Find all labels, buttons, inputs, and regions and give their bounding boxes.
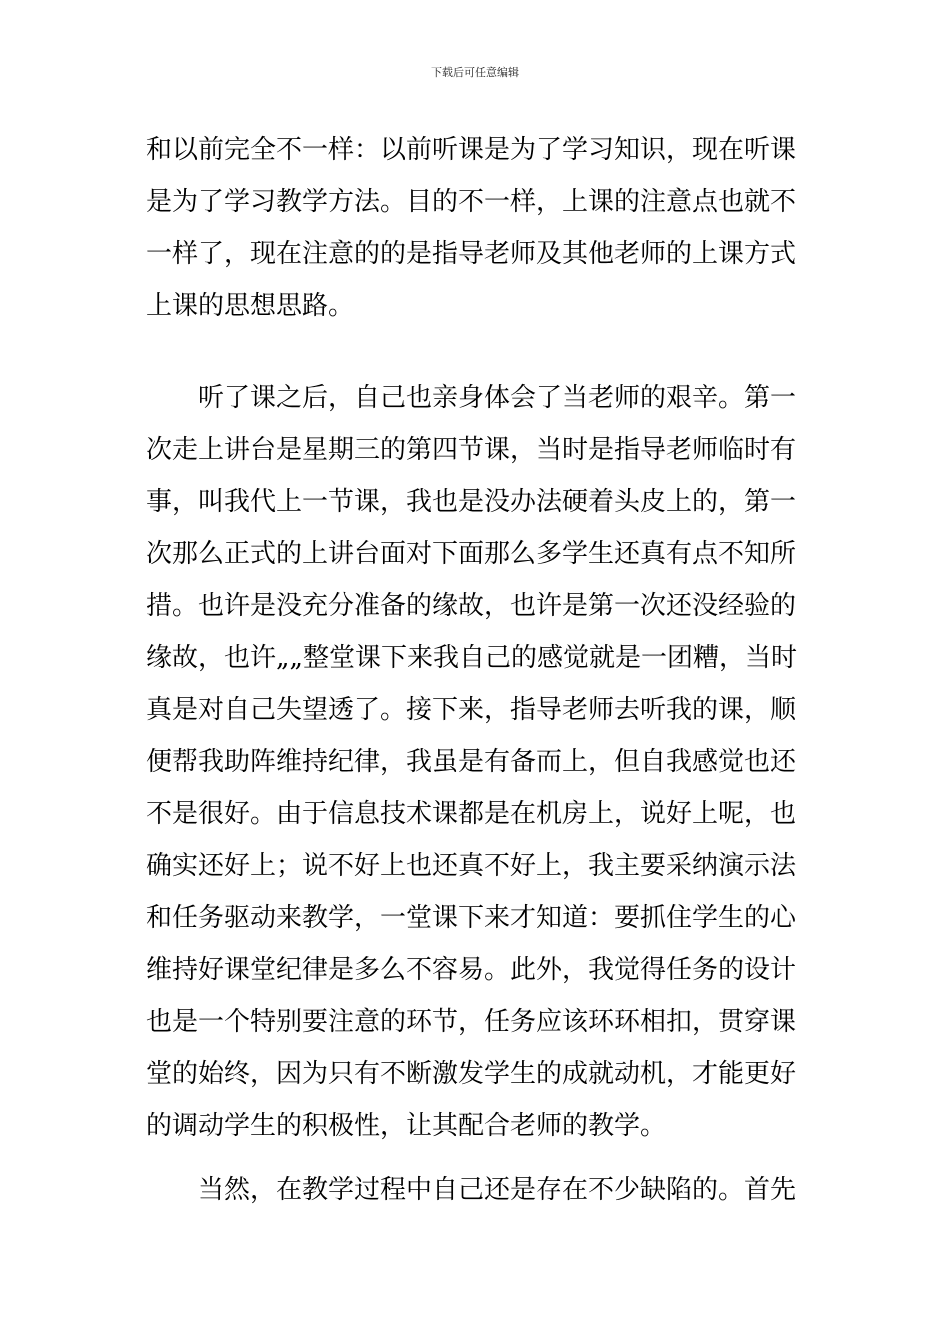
text-line: 上课的思想思路。	[146, 291, 355, 321]
text-line: 和以前完全不一样：以前听课是为了学习知识，现在听课	[146, 135, 797, 165]
text-line: 一样了，现在注意的的是指导老师及其他老师的上课方式	[146, 239, 797, 269]
text-line: 和任务驱动来教学，一堂课下来才知道：要抓住学生的心	[146, 903, 797, 933]
text-line: 维持好课堂纪律是多么不容易。此外，我觉得任务的设计	[146, 955, 797, 985]
text-line: 听了课之后，自己也亲身体会了当老师的艰辛。第一	[146, 383, 797, 413]
text-line: 也是一个特别要注意的环节，任务应该环环相扣，贯穿课	[146, 1007, 797, 1037]
text-line: 措。也许是没充分准备的缘故，也许是第一次还没经验的	[146, 591, 797, 621]
text-line: 真是对自己失望透了。接下来，指导老师去听我的课，顺	[146, 695, 797, 725]
text-line: 的调动学生的积极性，让其配合老师的教学。	[146, 1111, 667, 1141]
text-line: 堂的始终，因为只有不断激发学生的成就动机，才能更好	[146, 1059, 797, 1089]
text-line: 当然，在教学过程中自己还是存在不少缺陷的。首先	[146, 1175, 797, 1205]
text-line: 缘故，也许„„整堂课下来我自己的感觉就是一团糟，当时	[146, 643, 797, 673]
text-line: 是为了学习教学方法。目的不一样，上课的注意点也就不	[146, 187, 797, 217]
paragraph-1	[146, 124, 810, 332]
paragraph-3	[146, 1164, 810, 1216]
text-line: 确实还好上；说不好上也还真不好上，我主要采纳演示法	[146, 851, 797, 881]
text-line: 次那么正式的上讲台面对下面那么多学生还真有点不知所	[146, 539, 797, 569]
text-line: 事，叫我代上一节课，我也是没办法硬着头皮上的，第一	[146, 487, 797, 517]
text-line: 次走上讲台是星期三的第四节课，当时是指导老师临时有	[146, 435, 797, 465]
text-line: 便帮我助阵维持纪律，我虽是有备而上，但自我感觉也还	[146, 747, 797, 777]
page-header: 下载后可任意编辑	[431, 66, 519, 79]
text-line: 不是很好。由于信息技术课都是在机房上，说好上呢，也	[146, 799, 797, 829]
paragraph-2	[146, 372, 810, 1152]
